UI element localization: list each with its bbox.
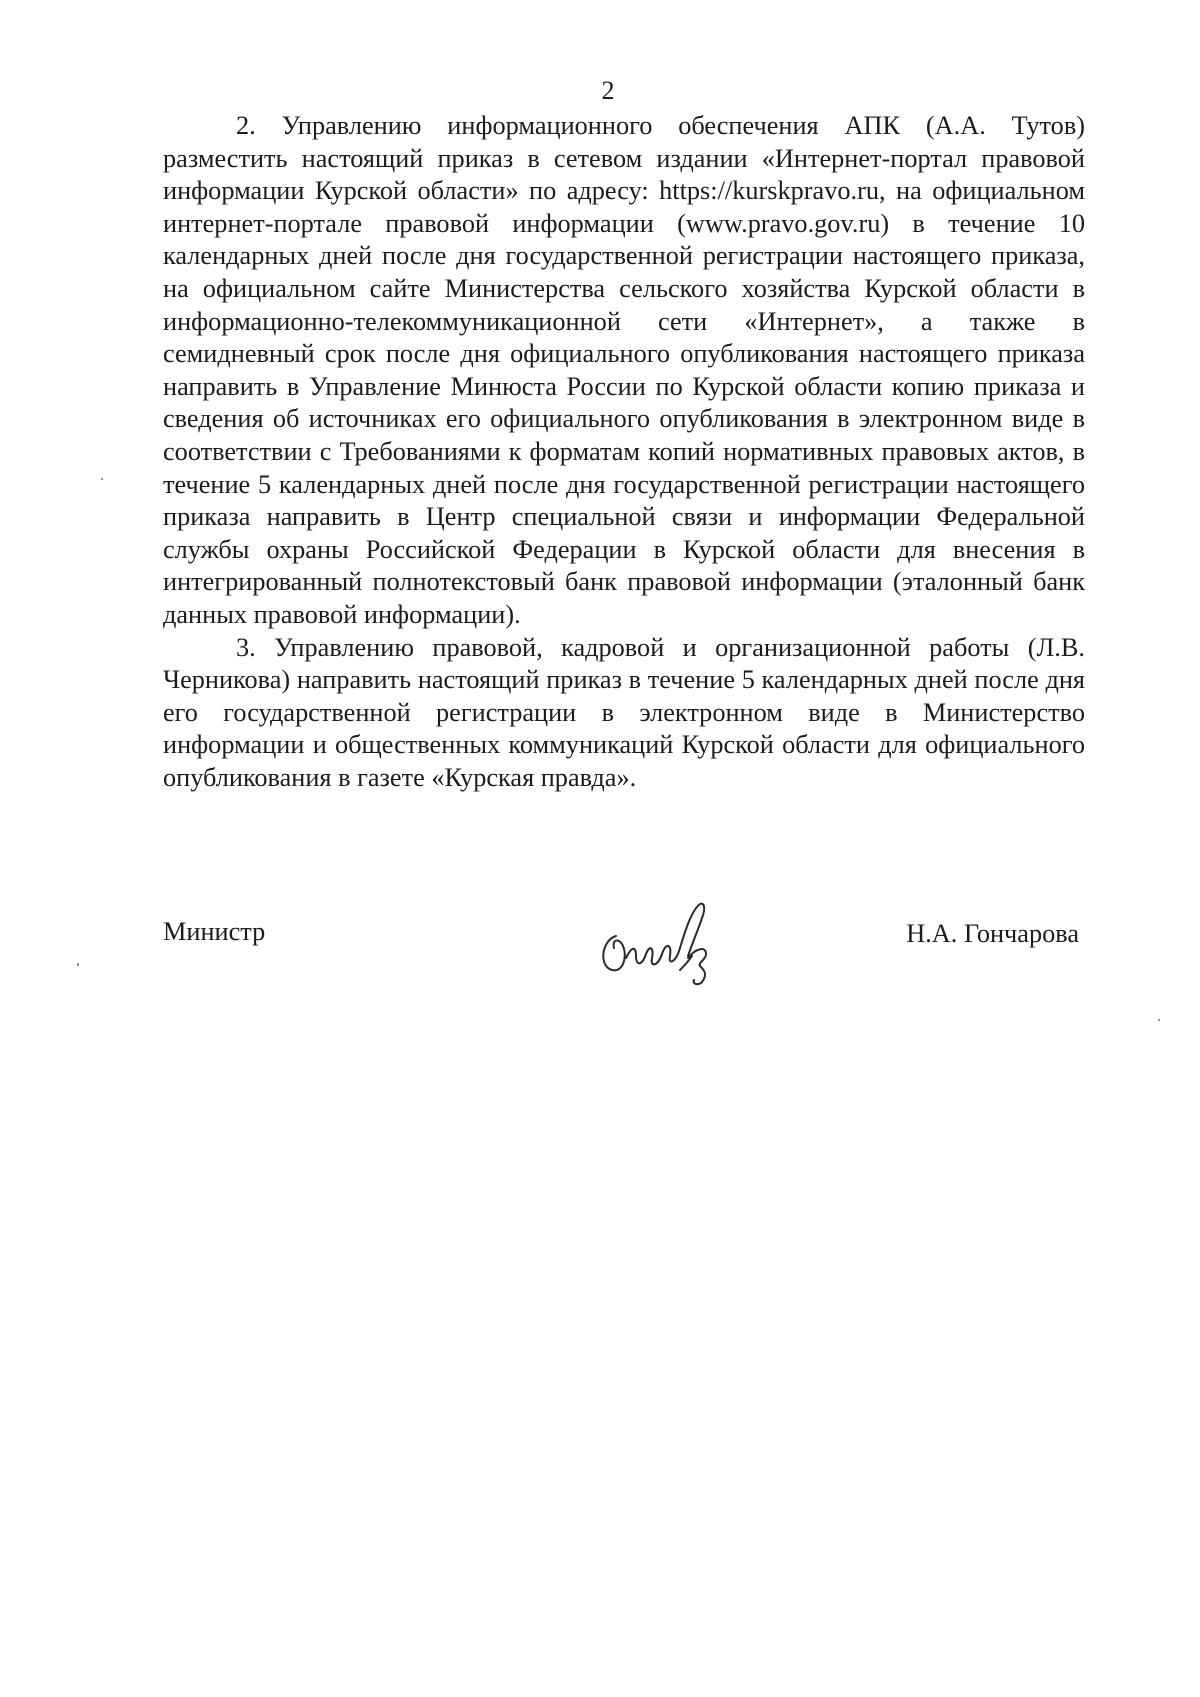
signatory-position: Министр (163, 917, 266, 946)
signatory-name: Н.А. Гончарова (906, 919, 1079, 948)
paragraph-item-3: 3. Управлению правовой, кадровой и организационной работы (Л.В. Черникова) направить настоящий приказ в течение 5 календарных дней после дня его государственной регистрации в электронном виде в Министерство информации и общественных коммуникаций Курской области для официального опубликования в газете «Курская правда». (163, 632, 1085, 792)
scan-speck (77, 963, 79, 966)
paragraph-item-2: 2. Управлению информационного обеспечения АПК (А.А. Тутов) разместить настоящий приказ в сетевом издании «Интернет-портал правовой информации Курской области» по адресу: https://kurskpravo.ru, на официальном интернет-портале правовой информации (www.pravo.gov.ru) в течение 10 календарных дней после дня государственной регистрации настоящего приказа, на официальном сайте Министерства сельского хозяйства Курской области в информационно-телекоммуникационной сети «Интернет», а также в семидневный срок после дня официального опубликования настоящего приказа направить в Управление Минюста России по Курской области копию приказа и сведения об источниках его официального опубликования в электронном виде в соответствии с Требованиями к форматам копий нормативных правовых актов, в течение 5 календарных дней после дня государственной регистрации настоящего приказа направить в Центр специальной связи и информации Федеральной службы охраны Российской Федерации в Курской области для внесения в интегрированный полнотекстовый банк правовой информации (эталонный банк данных правовой информации). (163, 111, 1085, 629)
document-body (163, 110, 1085, 794)
signature-block (163, 900, 1085, 990)
scan-speck (101, 478, 103, 480)
handwritten-signature-icon (588, 896, 738, 991)
scan-speck (1158, 1019, 1160, 1021)
page-number: 2 (601, 76, 615, 105)
